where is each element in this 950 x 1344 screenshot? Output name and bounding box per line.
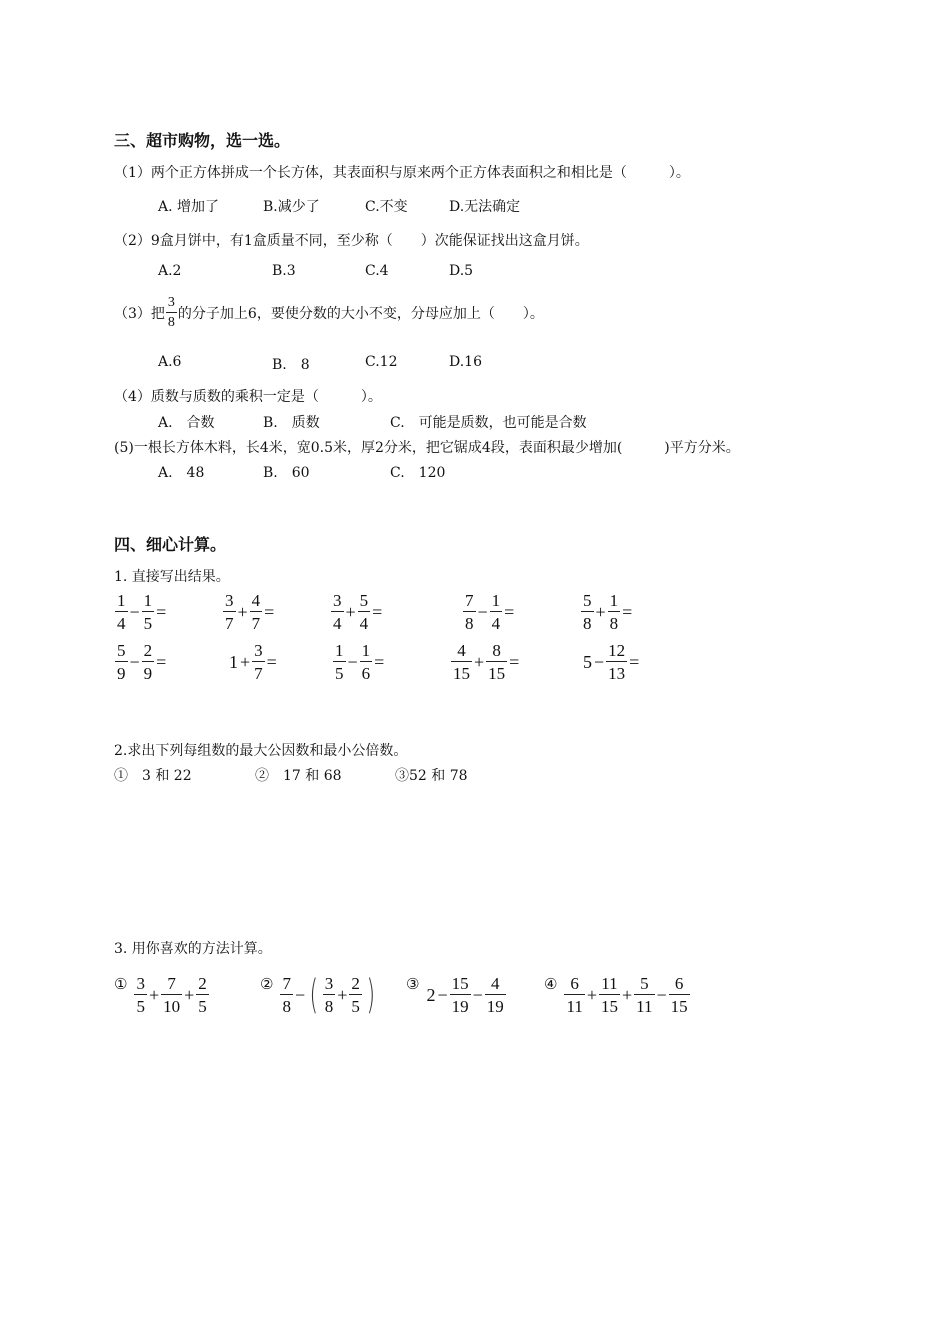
- operator: −: [129, 601, 140, 622]
- frac-num: 11: [601, 974, 618, 993]
- question-1: （1）两个正方体拼成一个长方体，其表面积与原来两个正方体表面积之和相比是（ ）。: [114, 165, 690, 181]
- frac-den: 6: [360, 661, 373, 682]
- equals: =: [156, 601, 167, 622]
- question-4: （4）质数与质数的乘积一定是（ ）。: [114, 389, 382, 405]
- q2-option-a: A.2: [158, 263, 182, 279]
- operator: +: [595, 601, 606, 622]
- section-3-title: 三、超市购物，选一选。: [114, 131, 291, 150]
- frac-num: 2: [198, 974, 207, 993]
- frac-den: 7: [250, 611, 263, 632]
- frac-num: 3: [324, 974, 334, 993]
- frac-num: 3: [333, 591, 342, 610]
- frac-num: 3: [254, 641, 263, 660]
- question-5: (5)一根长方体木料，长4米，宽0.5米，厚2分米，把它锯成4段，表面积最少增加( )平方分米。: [114, 440, 740, 456]
- operator: +: [237, 601, 248, 622]
- part-2-item-1: ① 3 和 22: [114, 768, 192, 784]
- marker-2: ②: [260, 975, 274, 993]
- frac-den: 5: [134, 994, 147, 1015]
- frac-num: 2: [143, 641, 153, 660]
- equals: =: [629, 651, 640, 672]
- equals: =: [374, 651, 385, 672]
- calc-2-4: [450, 642, 520, 682]
- operator: −: [656, 984, 667, 1005]
- frac-num: 3: [136, 974, 145, 993]
- frac-den: 5: [333, 661, 346, 682]
- frac-num: 4: [251, 591, 261, 610]
- q3-option-d: D.16: [449, 354, 482, 370]
- calc-1-5: [580, 592, 633, 632]
- operator: −: [437, 984, 448, 1005]
- equals: =: [156, 651, 167, 672]
- calc-2-2: [228, 642, 278, 682]
- frac-den: 8: [463, 611, 476, 632]
- operator: −: [347, 651, 358, 672]
- operator: +: [474, 651, 485, 672]
- q2-option-b: B.3: [272, 263, 296, 279]
- q3-prefix: （3）把: [114, 306, 165, 322]
- q1-option-c: C.不变: [365, 199, 408, 215]
- frac-den: 9: [115, 661, 128, 682]
- frac-den: 5: [196, 994, 209, 1015]
- frac-den: 7: [252, 661, 265, 682]
- frac-num: 1: [361, 641, 371, 660]
- marker-3: ③: [406, 975, 420, 993]
- equals: =: [266, 651, 277, 672]
- q3-fraction-denominator: 8: [166, 312, 177, 330]
- frac-num: 7: [282, 974, 291, 993]
- q5-option-a: A. 48: [158, 465, 205, 481]
- frac-den: 15: [451, 661, 472, 682]
- frac-den: 15: [669, 994, 690, 1015]
- frac-num: 3: [225, 591, 234, 610]
- q2-option-d: D.5: [449, 263, 474, 279]
- calc-3-1: [114, 975, 210, 1015]
- frac-den: 13: [606, 661, 627, 682]
- operator: −: [472, 984, 483, 1005]
- frac-den: 15: [486, 661, 507, 682]
- operator: −: [294, 984, 306, 1005]
- calc-2-1: [114, 642, 167, 682]
- frac-num: 4: [491, 974, 500, 993]
- part-2-item-2: ② 17 和 68: [255, 768, 342, 784]
- frac-den: 8: [608, 611, 621, 632]
- frac-num: 6: [570, 974, 579, 993]
- operator: +: [586, 984, 597, 1005]
- calc-2-5: [582, 642, 640, 682]
- equals: =: [622, 601, 633, 622]
- q4-option-c: C. 可能是质数，也可能是合数: [390, 415, 587, 431]
- frac-den: 4: [490, 611, 503, 632]
- q3-fraction: [166, 296, 177, 330]
- frac-den: 8: [323, 994, 336, 1015]
- operator: −: [594, 651, 605, 672]
- frac-den: 7: [223, 611, 236, 632]
- calc-2-3: [332, 642, 385, 682]
- frac-den: 11: [564, 994, 584, 1015]
- frac-den: 8: [581, 611, 594, 632]
- calc-3-4: [544, 975, 691, 1015]
- question-3: [114, 296, 544, 330]
- right-paren: ): [366, 972, 375, 1018]
- q3-option-b: B. 8: [272, 357, 310, 373]
- calc-3-3: [406, 975, 507, 1015]
- frac-num: 6: [674, 974, 684, 993]
- frac-den: 5: [142, 611, 155, 632]
- part-1-title: 1. 直接写出结果。: [114, 569, 230, 585]
- q3-option-c: C.12: [365, 354, 398, 370]
- q3-option-a: A.6: [158, 354, 182, 370]
- question-2: （2）9盒月饼中，有1盒质量不同，至少称（ ）次能保证找出这盒月饼。: [114, 233, 589, 249]
- frac-den: 4: [358, 611, 371, 632]
- operator: −: [477, 601, 488, 622]
- operator: +: [240, 651, 251, 672]
- whole-number: 2: [426, 984, 436, 1005]
- frac-num: 5: [583, 591, 592, 610]
- q2-option-c: C.4: [365, 263, 389, 279]
- operator: +: [337, 984, 348, 1005]
- frac-den: 15: [599, 994, 620, 1015]
- frac-num: 1: [117, 591, 126, 610]
- equals: =: [264, 601, 275, 622]
- calc-1-4: [462, 592, 515, 632]
- operator: +: [148, 984, 160, 1005]
- operator: −: [129, 651, 140, 672]
- q3-suffix: 的分子加上6，要使分数的大小不变，分母应加上（ ）。: [177, 306, 544, 322]
- q1-option-b: B.减少了: [263, 199, 320, 215]
- q3-fraction-numerator: 3: [167, 295, 175, 310]
- equals: =: [504, 601, 515, 622]
- frac-num: 12: [608, 641, 626, 660]
- frac-num: 1: [335, 641, 344, 660]
- operator: +: [345, 601, 356, 622]
- operator: +: [184, 984, 195, 1005]
- marker-4: ④: [544, 975, 558, 993]
- section-4-title: 四、细心计算。: [114, 535, 227, 554]
- part-3-title: 3. 用你喜欢的方法计算。: [114, 941, 272, 957]
- frac-den: 19: [450, 994, 471, 1015]
- frac-num: 5: [117, 641, 126, 660]
- frac-num: 1: [609, 591, 619, 610]
- whole-number: 5: [583, 651, 592, 672]
- marker-1: ①: [114, 975, 128, 993]
- q5-option-b: B. 60: [263, 465, 310, 481]
- frac-num: 1: [491, 591, 501, 610]
- frac-den: 10: [161, 994, 182, 1015]
- q4-option-a: A. 合数: [158, 415, 215, 431]
- frac-num: 4: [457, 641, 466, 660]
- q5-option-c: C. 120: [390, 465, 446, 481]
- frac-den: 8: [280, 994, 293, 1015]
- left-paren: (: [309, 972, 319, 1018]
- frac-den: 5: [349, 994, 362, 1015]
- operator: +: [621, 984, 633, 1005]
- frac-num: 8: [492, 641, 501, 660]
- whole-number: 1: [229, 651, 238, 672]
- frac-den: 4: [115, 611, 128, 632]
- part-2-title: 2.求出下列每组数的最大公因数和最小公倍数。: [114, 743, 408, 759]
- frac-num: 15: [451, 974, 469, 993]
- frac-den: 19: [485, 994, 506, 1015]
- frac-num: 7: [465, 591, 474, 610]
- q1-option-a: A. 增加了: [158, 199, 220, 215]
- calc-1-3: [330, 592, 383, 632]
- q1-option-d: D.无法确定: [449, 199, 521, 215]
- frac-num: 2: [351, 974, 360, 993]
- frac-den: 9: [142, 661, 155, 682]
- frac-num: 5: [640, 974, 649, 993]
- frac-num: 1: [143, 591, 153, 610]
- calc-1-1: [114, 592, 167, 632]
- frac-num: 7: [167, 974, 176, 993]
- equals: =: [509, 651, 520, 672]
- calc-3-2: [260, 972, 378, 1018]
- calc-1-2: [222, 592, 275, 632]
- frac-den: 11: [634, 994, 654, 1015]
- q4-option-b: B. 质数: [263, 415, 320, 431]
- part-2-item-3: ③52 和 78: [395, 768, 468, 784]
- equals: =: [372, 601, 383, 622]
- frac-num: 5: [359, 591, 369, 610]
- frac-den: 4: [331, 611, 344, 632]
